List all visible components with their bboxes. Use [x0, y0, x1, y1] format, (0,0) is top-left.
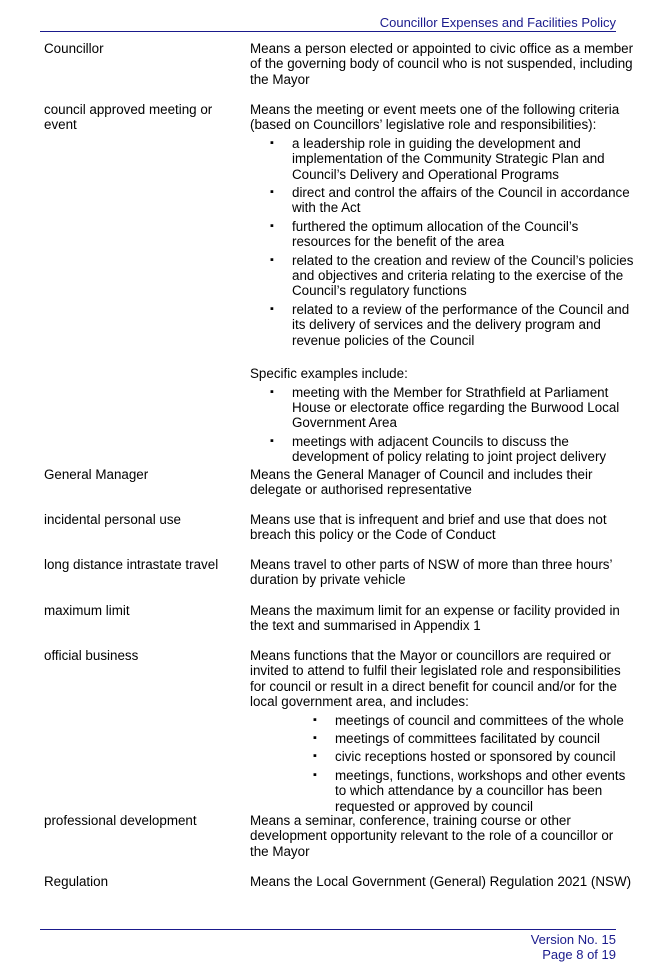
list-item: ▪ meetings with adjacent Councils to discuss the development of policy relating to joint project delivery [250, 434, 635, 465]
criteria-list [250, 136, 635, 348]
definition-term: council approved meeting or event [44, 102, 213, 133]
definition-text [250, 813, 635, 859]
list-item: ▪ a leadership role in guiding the development and implementation of the Community Strategic Plan and Council’s Delivery and Operational Programs [250, 136, 635, 182]
official-business-list [250, 713, 635, 814]
definition-term: Councillor [44, 41, 104, 56]
definition-paragraph: Means functions that the Mayor or councillors are required or invited to attend to fulfil their legislated role and responsibilities for council or result in a direct benefit for council and/or for the local government area, and includes: [250, 648, 621, 710]
definition-term: maximum limit [44, 603, 130, 618]
list-item: ▪ related to the creation and review of the Council’s policies and objectives and criteria relating to the exercise of the Council’s regulatory functions [250, 253, 635, 299]
list-item: ▪ related to a review of the performance of the Council and its delivery of services and the delivery program and revenue policies of the Council [250, 302, 635, 348]
definition-term: incidental personal use [44, 512, 181, 527]
definition-paragraph: Means use that is infrequent and brief and use that does not breach this policy or the Code of Conduct [250, 512, 607, 543]
definition-text [250, 102, 635, 468]
definition-term: long distance intrastate travel [44, 557, 219, 572]
header-divider [40, 31, 616, 32]
definition-text [250, 874, 635, 889]
version-number: Version No. 15 [530, 932, 616, 947]
definition-text [250, 557, 635, 588]
definition-text [250, 41, 635, 87]
definition-paragraph: Means the Local Government (General) Regulation 2021 (NSW) [250, 874, 632, 889]
definition-term: professional development [44, 813, 197, 828]
list-item: ▪ meetings of committees facilitated by council [250, 731, 635, 746]
definition-paragraph: Means travel to other parts of NSW of more than three hours’ duration by private vehicle [250, 557, 612, 588]
list-item: ▪ civic receptions hosted or sponsored by council [250, 749, 635, 764]
examples-list [250, 385, 635, 465]
list-item: ▪ meetings, functions, workshops and other events to which attendance by a councillor has been requested or approved by council [250, 768, 635, 814]
examples-intro: Specific examples include: [250, 366, 408, 382]
definition-paragraph: Means the maximum limit for an expense or facility provided in the text and summarised in Appendix 1 [250, 603, 620, 634]
definition-term: Regulation [44, 874, 109, 889]
page-number: Page 8 of 19 [542, 947, 616, 962]
list-item: ▪ furthered the optimum allocation of the Council’s resources for the benefit of the area [250, 219, 635, 250]
document-title: Councillor Expenses and Facilities Policy [379, 15, 616, 30]
definition-paragraph: Means a seminar, conference, training course or other development opportunity relevant to the role of a councillor or the Mayor [250, 813, 614, 859]
definition-paragraph: Means the General Manager of Council and includes their delegate or authorised representative [250, 467, 593, 498]
list-item: ▪ direct and control the affairs of the Council in accordance with the Act [250, 185, 635, 216]
list-item: ▪ meetings of council and committees of the whole [250, 713, 635, 728]
definition-term: General Manager [44, 467, 149, 482]
definition-term: official business [44, 648, 139, 663]
definition-paragraph: Means a person elected or appointed to civic office as a member of the governing body of council who is not suspended, including the Mayor [250, 41, 634, 87]
definition-text [250, 603, 635, 634]
list-item: ▪ meeting with the Member for Strathfield at Parliament House or electorate office regarding the Burwood Local Government Area [250, 385, 635, 431]
definition-text [250, 467, 635, 498]
definition-text [250, 512, 635, 543]
footer-divider [40, 929, 616, 930]
definition-text [250, 648, 635, 817]
definition-paragraph: Means the meeting or event meets one of the following criteria (based on Councillors’ legislative role and responsibilities): [250, 102, 620, 133]
